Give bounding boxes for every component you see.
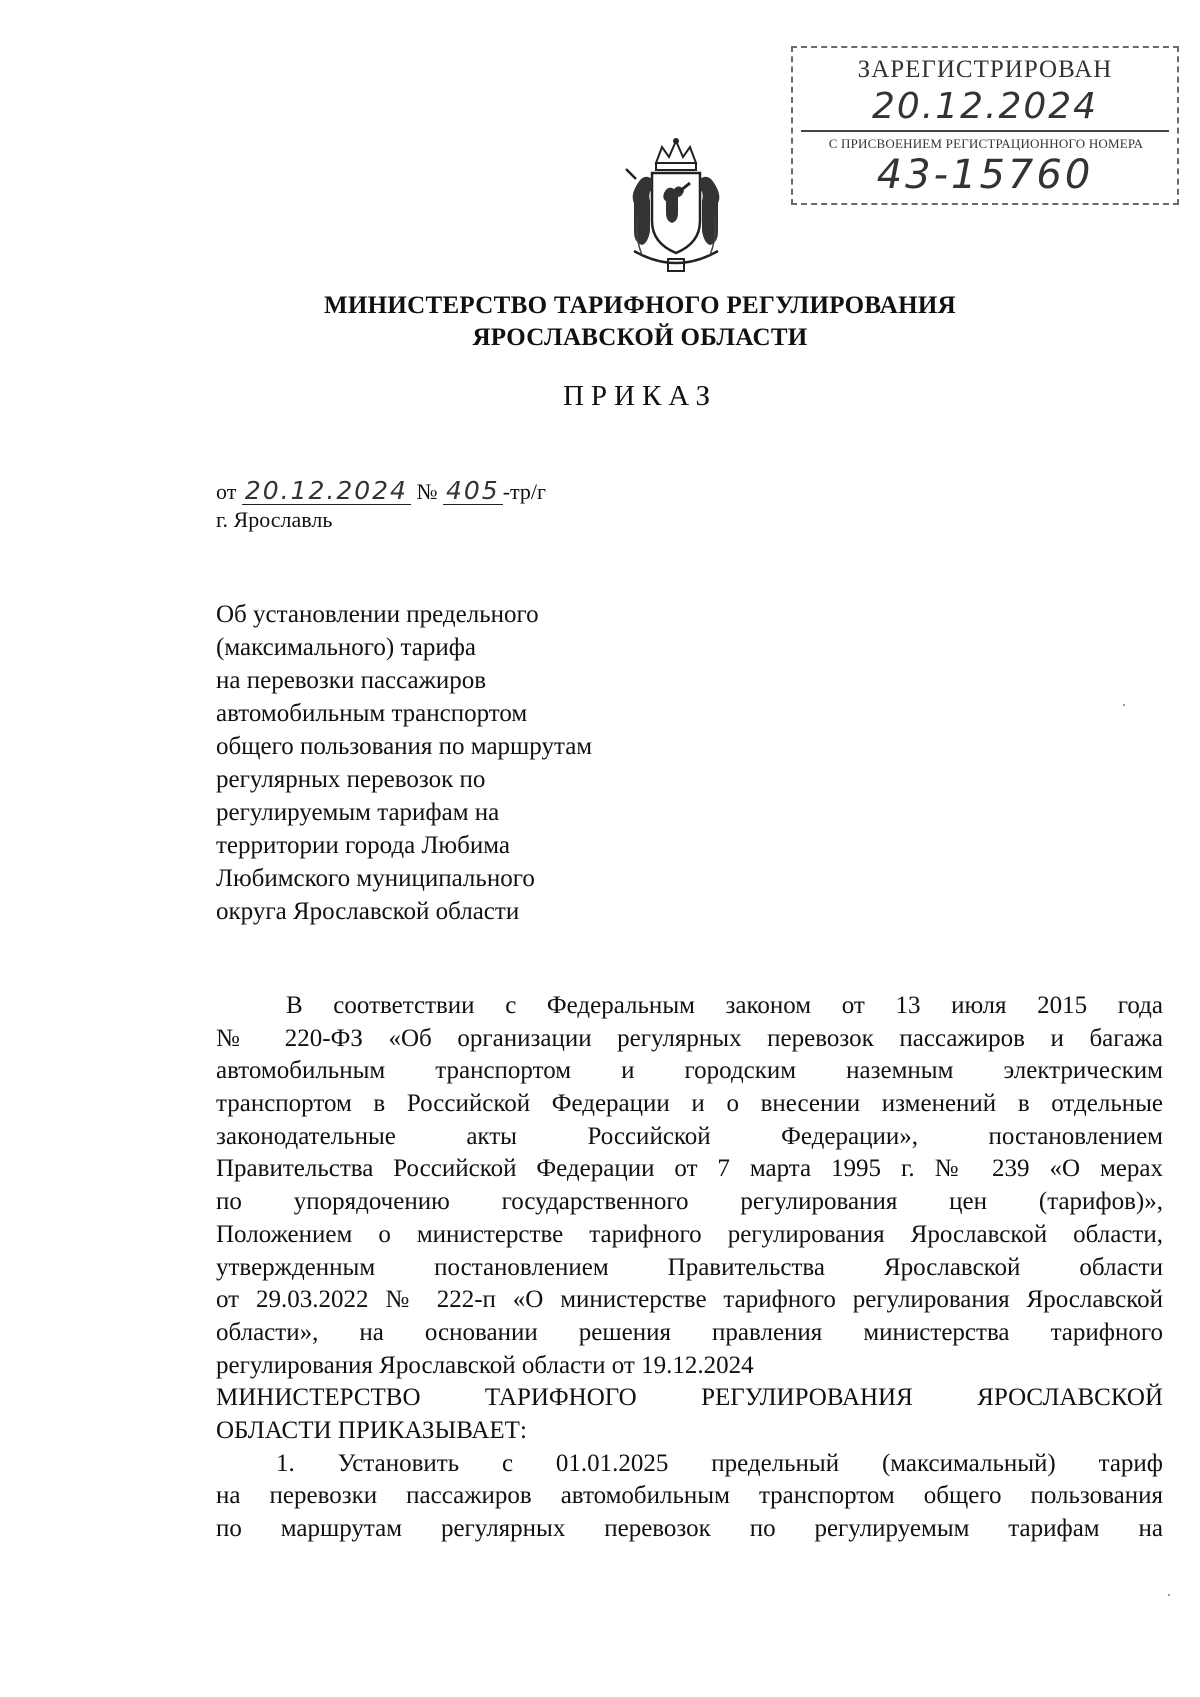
- body-line: по упорядочению государственного регулирования цен (тарифов)»,: [216, 1188, 1163, 1216]
- body-line: МИНИСТЕРСТВО ТАРИФНОГО РЕГУЛИРОВАНИЯ ЯРОСЛАВСКОЙ: [216, 1384, 1163, 1412]
- body-line: утвержденным постановлением Правительства Ярославской области: [216, 1253, 1163, 1281]
- body-line: области», на основании решения правления министерства тарифного: [216, 1318, 1163, 1346]
- subject-line: регулируемым тарифам на: [216, 799, 500, 826]
- order-subject: [216, 598, 676, 928]
- subject-line: регулярных перевозок по: [216, 766, 486, 793]
- subject-line: округа Ярославской области: [216, 898, 520, 925]
- subject-line: автомобильным транспортом: [216, 700, 528, 727]
- stamp-registration-number: 43-15760: [876, 152, 1094, 198]
- organization-name-line-1: МИНИСТЕРСТВО ТАРИФНОГО РЕГУЛИРОВАНИЯ: [323, 292, 956, 319]
- body-line: законодательные акты Российской Федерации», постановлением: [216, 1122, 1163, 1150]
- organization-name-line-2: ЯРОСЛАВСКОЙ ОБЛАСТИ: [472, 324, 808, 351]
- order-number: 405: [443, 478, 503, 505]
- body-line: автомобильным транспортом и городским наземным электрическим: [216, 1057, 1163, 1085]
- subject-line: общего пользования по маршрутам: [216, 733, 593, 760]
- body-line: регулирования Ярославской области от 19.12.2024: [216, 1351, 754, 1379]
- subject-line: на перевозки пассажиров: [216, 667, 487, 694]
- body-line: транспортом в Российской Федерации и о внесении изменений в отдельные: [216, 1090, 1163, 1118]
- stamp-title: ЗАРЕГИСТРИРОВАН: [857, 56, 1113, 83]
- subject-line: территории города Любима: [216, 832, 510, 859]
- scan-speck: [1168, 1594, 1170, 1596]
- body-line: от 29.03.2022 № 222-п «О министерстве тарифного регулирования Ярославской: [216, 1286, 1163, 1314]
- order-city: г. Ярославль: [216, 507, 333, 532]
- subject-line: Об установлении предельного: [216, 601, 539, 628]
- body-line: Положением о министерстве тарифного регулирования Ярославской области,: [216, 1220, 1163, 1248]
- order-number-suffix: -тр/г: [502, 479, 547, 504]
- subject-line: Любимского муниципального: [216, 865, 535, 892]
- body-line: Правительства Российской Федерации от 7 марта 1995 г. № 239 «О мерах: [216, 1155, 1163, 1183]
- order-date: 20.12.2024: [242, 478, 411, 505]
- body-line: ОБЛАСТИ ПРИКАЗЫВАЕТ:: [216, 1416, 527, 1444]
- body-line: № 220-ФЗ «Об организации регулярных перевозок пассажиров и багажа: [216, 1024, 1163, 1052]
- body-line: на перевозки пассажиров автомобильным транспортом общего пользования: [216, 1482, 1163, 1510]
- body-line: 1. Установить с 01.01.2025 предельный (максимальный) тариф: [276, 1449, 1163, 1477]
- coat-of-arms-icon: [612, 133, 740, 278]
- number-label: №: [416, 479, 438, 504]
- stamp-date: 20.12.2024: [871, 86, 1099, 127]
- body-line: В соответствии с Федеральным законом от 13 июля 2015 года: [286, 992, 1163, 1019]
- stamp-subtitle: С ПРИСВОЕНИЕМ РЕГИСТРАЦИОННОГО НОМЕРА: [828, 136, 1144, 151]
- order-body: [216, 990, 1163, 1546]
- body-line: по маршрутам регулярных перевозок по регулируемым тарифам на: [216, 1515, 1163, 1542]
- registration-stamp: [791, 46, 1179, 205]
- from-label: от: [216, 479, 237, 504]
- document-type: ПРИКАЗ: [562, 380, 718, 412]
- scan-speck: [1123, 704, 1125, 706]
- order-date-number-line: [216, 478, 546, 505]
- organization-name: [250, 290, 1030, 354]
- stamp-divider: [801, 130, 1169, 132]
- subject-line: (максимального) тарифа: [216, 634, 476, 661]
